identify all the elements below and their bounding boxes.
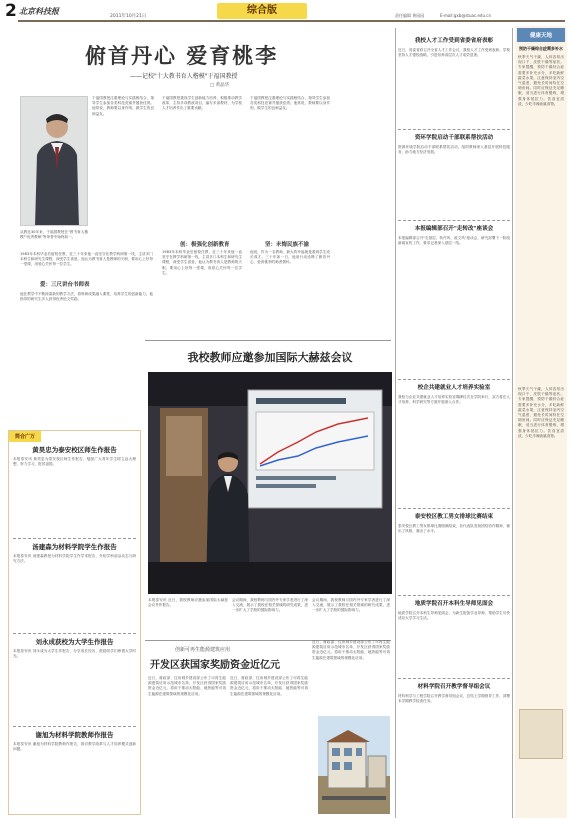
sidebar-title: 健康天地 [517, 28, 565, 42]
box-headline-4: 谢旭为材料学院教师作报告 [35, 731, 114, 739]
contact-email: E-mail:gxb@stuac.edu.cn [440, 13, 491, 18]
conference-caption: 本报泰安讯 近日，我校教师应邀参加国际太赫兹会议并作报告。 [148, 598, 228, 608]
award-body-3: 近日，财政部、住房城乡建设部公布了可再生能源建筑应用示范城市名单，开发区获得国家奖励资金近亿元，将用于推动太阳能、地热能等可再生能源在建筑领域的规模化应用。 [312, 640, 390, 660]
award-photo [318, 716, 390, 814]
news-body-6: 地质学院召开本科生导师见面会，为新生配备学业导师，帮助学生尽快适应大学学习生活。 [398, 611, 510, 621]
news-headline-1: 我校人才工作受到省委省府表彰 [414, 38, 494, 44]
lead-title: 俯首丹心 爱育桃李 [85, 44, 279, 68]
page-number: 2 [5, 1, 17, 21]
section-title: 综合版 [247, 5, 277, 16]
divider [398, 379, 510, 380]
divider [398, 508, 510, 509]
news-headline-5: 泰安校区教工男女排球比赛结束 [414, 514, 494, 520]
section-tab [217, 3, 307, 19]
masthead-rule [18, 20, 565, 22]
award-title: 开发区获国家奖励资金近亿元 [150, 660, 280, 671]
editor-credit: 责任编辑 黄园园 [395, 13, 425, 18]
news-box-label: 简合广万 [9, 431, 41, 442]
person-figure [21, 97, 88, 226]
news-body-7: 材料科学与工程学院召开教学督导组会议，总结上学期督导工作，部署本学期教学检查任务。 [398, 694, 510, 704]
news-headline-7: 材料学院召开教学督导组会议 [417, 684, 491, 690]
lead-byline: □ 黄晶华 [210, 83, 230, 88]
divider [13, 538, 136, 539]
news-headline-4: 校企共建就业人才培养实验室 [417, 385, 491, 391]
news-body-2: 资源环境学院启动千部联系帮扶活动，组织教师深入基层开展科技服务，助力地方经济发展。 [398, 145, 510, 155]
news-headline-6: 地质学院召开本科生导师见面会 [414, 601, 494, 607]
right-news-column [398, 30, 510, 818]
box-body-2: 本报泰安讯 汤建森教授为材料学院学生作学术报告，介绍学科前沿动态与研究方法。 [13, 554, 136, 564]
award-body-1: 近日，财政部、住房城乡建设部公布了可再生能源建筑应用示范城市名单，开发区获得国家奖励资金近亿元，将用于推动太阳能、地热能等可再生能源在建筑领域的规模化应用。 [148, 676, 226, 696]
lead-body-2: 于福国教授注重理论与实践相结合，指导学生参加各类科技竞赛并屡获佳绩。他常说，教师要以身作则，做学生的良师益友。 [92, 96, 154, 116]
award-body-2: 近日，财政部、住房城乡建设部公布了可再生能源建筑应用示范城市名单，开发区获得国家奖励资金近亿元，将用于推动太阳能、地热能等可再生能源在建筑领域的规模化应用。 [230, 676, 308, 696]
building-scene [318, 716, 390, 814]
news-headline-2: 资环学院启动千部联系帮扶活动 [414, 135, 494, 141]
divider [398, 129, 510, 130]
photo-caption: 从教近30年来，于福国教授在"教书育人楷模""优秀教师"等荣誉中始终如一。 [20, 230, 88, 240]
divider [13, 726, 136, 727]
lead-body-col2: 于福国教授重视学生创新能力培养，积极推动教学改革，主持多项教改项目，编写多部教材，为学校人才培养作出了重要贡献。 [162, 96, 242, 111]
sidebar-subtitle: 预防干燥综合症需多补水 [519, 46, 563, 51]
sidebar-body-2: 秋季天气干燥，人体容易出现口干、皮肤干燥等症状。专家提醒，预防干燥综合症需要多补充水分，多吃新鲜蔬菜水果，注意保持室内空气湿度，避免长时间待在空调房间。同时应保证充足睡眠，适当进行体育锻炼，增强身体抵抗力。饮食宜清淡，少吃辛辣油腻食物。 [518, 387, 564, 438]
sidebar-body: 秋季天气干燥，人体容易出现口干、皮肤干燥等症状。专家提醒，预防干燥综合症需要多补充水分，多吃新鲜蔬菜水果，注意保持室内空气湿度，避免长时间待在空调房间。同时应保证充足睡眠，适当进行体育锻炼，增强身体抵抗力。饮食宜清淡，少吃辛辣油腻食物。 [518, 55, 564, 106]
conference-scene [148, 372, 392, 594]
lead-body-col3: 于福国教授注重理论与实践相结合，指导学生参加各类科技竞赛并屡获佳绩。他常说，教师要以身作则，做学生的良师益友。 [250, 96, 330, 111]
box-headline-1: 黄昊忠为泰安校区师生作报告 [32, 446, 117, 454]
divider [13, 633, 136, 634]
divider [398, 595, 510, 596]
news-body-4: 我校与企业共建就业人才培养实验室揭牌仪式在学院举行，双方将在人才培养、科学研究等方面开展深入合作。 [398, 395, 510, 405]
masthead [0, 0, 570, 24]
lead-subtitle: ——记校"十大教书育人楷模"于福国教授 [130, 73, 238, 80]
news-body-3: 本报编辑部召开"走基层、转作风、改文风"座谈会，研究部署下一阶段新闻宣传工作，要求记者深入基层一线。 [398, 236, 510, 246]
lead-subhead-2: 创：极强化创新教育 [180, 242, 230, 248]
lead-body-col3b: 他说，作为一名教师，最大的幸福就是看到学生成长成才。三十年如一日，他用行动诠释了俯首丹心、爱育桃李的师者情怀。 [250, 250, 330, 265]
portrait-photo [20, 96, 88, 226]
conference-title: 我校教师应邀参加国际大赫兹会议 [187, 351, 353, 364]
news-body-5: 泰安校区教工男女排球比赛圆满结束，各代表队发扬团结协作精神，赛出了风格，赛出了水平。 [398, 524, 510, 534]
divider-vertical [395, 28, 396, 818]
conference-body-2: 会议期间，我校教师与国内外专家学者进行了深入交流，展示了我校在相关领域的研究成果，进一步扩大了学校的国际影响力。 [312, 598, 390, 613]
paper-name: 北京科技报 [19, 6, 59, 16]
box-body-4: 本报泰安讯 谢旭为材料学院教师作报告，探讨教学改革与人才培养模式创新问题。 [13, 742, 136, 752]
lead-subhead-3: 坚：未悔民族不渝 [265, 242, 310, 248]
divider [398, 220, 510, 221]
lead-body-col2b: 1983年本科毕业后留校任教，近三十年来他一直坚守在教学科研第一线，主讲多门本科生和研究生课程，深受学生喜爱。他认为教书育人是教师的天职，要用心上好每一堂课，用爱心关怀每一位学生。 [162, 250, 242, 275]
news-headline-3: 本报编辑部召开"走转改"座谈会 [414, 226, 494, 232]
divider [398, 678, 510, 679]
health-sidebar [515, 26, 567, 818]
conference-body-1: 会议期间，我校教师与国内外专家学者进行了深入交流，展示了我校在相关领域的研究成果，进一步扩大了学校的国际影响力。 [232, 598, 308, 613]
news-body-1: 近日，省委省府召开全省人才工作会议，我校人才工作受到表彰。学校坚持人才强校战略，引进培养高层次人才成效显著。 [398, 48, 510, 58]
conference-divider [145, 340, 391, 341]
conference-photo [148, 372, 392, 594]
lead-body-3: 他在教学中不断探索新的教学方法，将科研成果融入课堂，培养学生的创新能力。他指导的研究生多人获得优秀论文奖励。 [20, 292, 153, 302]
box-body-1: 本报泰安讯 黄昊忠为泰安校区师生作报告，勉励广大青年学生树立远大理想，努力学习，报效祖国。 [13, 457, 136, 467]
lead-subhead-1: 爱：三尺讲台书师表 [40, 282, 90, 288]
award-tag: 创新可再生能源建筑应用 [175, 647, 231, 653]
lead-body-1: 1983年本科毕业后留校任教，近三十年来他一直坚守在教学科研第一线，主讲多门本科生和研究生课程，深受学生喜爱。他认为教书育人是教师的天职，要用心上好每一堂课，用爱心关怀每一位学生。 [20, 252, 153, 267]
box-headline-2: 汤建森为材料学院学生作报告 [32, 543, 117, 551]
sidebar-illustration [519, 709, 563, 759]
box-body-3: 本报泰安讯 刘永成为大学生作报告，分享成长经历，鼓励同学们珍惜大学时光。 [13, 649, 136, 659]
news-box [8, 430, 141, 815]
box-headline-3: 刘永成获校为大学生作报告 [35, 638, 114, 646]
issue-date: 2011年10月21日 [110, 14, 147, 19]
divider-vertical-2 [512, 28, 513, 818]
